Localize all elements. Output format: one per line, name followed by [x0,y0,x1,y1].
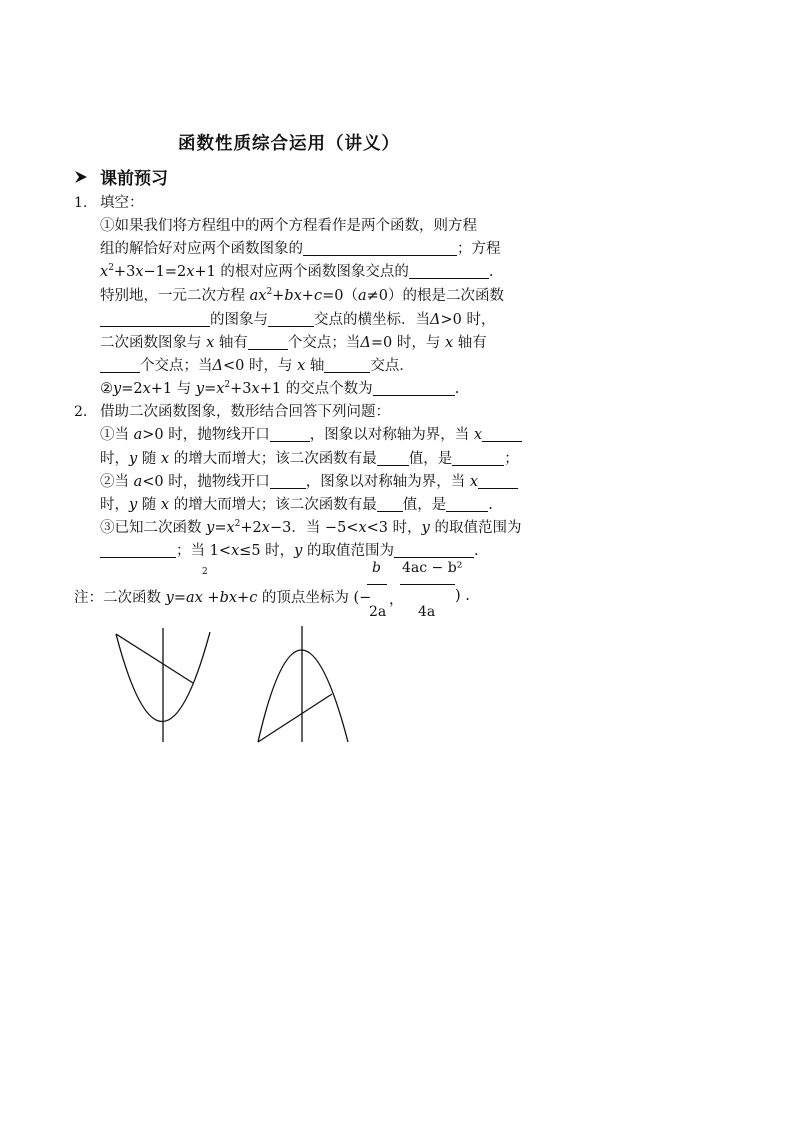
q1-line2: 组的解恰好对应两个函数图象的 ；方程 [100,241,501,257]
q2-line5: ③已知二次函数 $y=x^2+2x-3$．当 −5<x<3 时，y 的取值范围为 [100,519,522,536]
blank[interactable] [248,335,288,350]
blank[interactable] [270,474,306,489]
blank[interactable] [373,381,455,396]
q2-number: 2. [74,404,88,420]
q2-label: 借助二次函数图象，数形结合回答下列问题： [100,404,390,420]
frac2-bar [400,584,455,585]
q1-line8: ②y=2x+1 与 $y=x^2+3x+1$ 的交点个数为 . [100,380,460,397]
blank[interactable] [478,474,518,489]
q1-line7: 个交点；当Δ<0 时，与 x 轴 交点． [100,356,414,376]
blank[interactable] [377,497,403,512]
blank[interactable] [100,312,210,327]
blank[interactable] [270,427,310,442]
note-close: ) . [455,588,470,604]
blank[interactable] [452,451,504,466]
blank[interactable] [446,497,488,512]
q2-line2: 时，y 随 x 的增大而增大；该二次函数有最 值，是 ； [100,451,519,467]
page-title: 函数性质综合运用（讲义） [178,134,400,154]
q1-line1: ①如果我们将方程组中的两个方程看作是两个函数，则方程 [100,218,477,234]
blank[interactable] [303,241,457,256]
blank[interactable] [324,358,370,373]
q2-line4: 时，y 随 x 的增大而增大；该二次函数有最 值，是 . [100,497,493,513]
blank[interactable] [482,427,522,442]
q1-line6: 二次函数图象与 x 轴有 个交点；当Δ=0 时，与 x 轴有 [100,335,487,351]
parabola-figures [100,620,370,750]
blank[interactable] [100,543,176,558]
frac2-denominator: 4a [418,604,436,620]
frac1-denominator: 2a [369,604,387,620]
downward-parabola [258,626,348,742]
section-heading [74,164,168,189]
note-comma: ， [389,592,404,608]
q2-line1: ①当 a>0 时，抛物线开口 ，图象以对称轴为界，当 x [100,425,522,445]
blank[interactable] [377,451,409,466]
blank[interactable] [394,543,474,558]
blank[interactable] [409,264,489,279]
blank[interactable] [268,312,314,327]
q2-line3: ②当 a<0 时，抛物线开口 ，图象以对称轴为界，当 x [100,472,518,492]
q1-label: 填空： [100,195,144,211]
section-label: 课前预习 [100,169,168,189]
frac1-numerator: b [372,560,381,576]
q1-line4: 特别地，一元二次方程 $ax^2+bx+c=0(a\ne 0)$的根是二次函数 [100,287,504,304]
note-line: 注：二次函数 y=ax +bx+c 的顶点坐标为 (− [74,590,372,606]
arrow-bullet-icon [74,170,88,188]
q2-line6: ；当 1<x≤5 时，y 的取值范围为 . [100,541,479,561]
note-exponent: 2 [202,567,208,577]
blank[interactable] [100,358,140,373]
upward-parabola [116,628,210,742]
q1-number: 1. [74,195,88,211]
q1-line5: 的图象与 交点的横坐标．当Δ>0 时， [100,310,495,330]
frac2-numerator: 4ac − b² [402,560,463,576]
frac1-bar [367,584,387,585]
q1-line3: $x^2+3x-1=2x+1$ 的根对应两个函数图象交点的 . [100,263,494,280]
